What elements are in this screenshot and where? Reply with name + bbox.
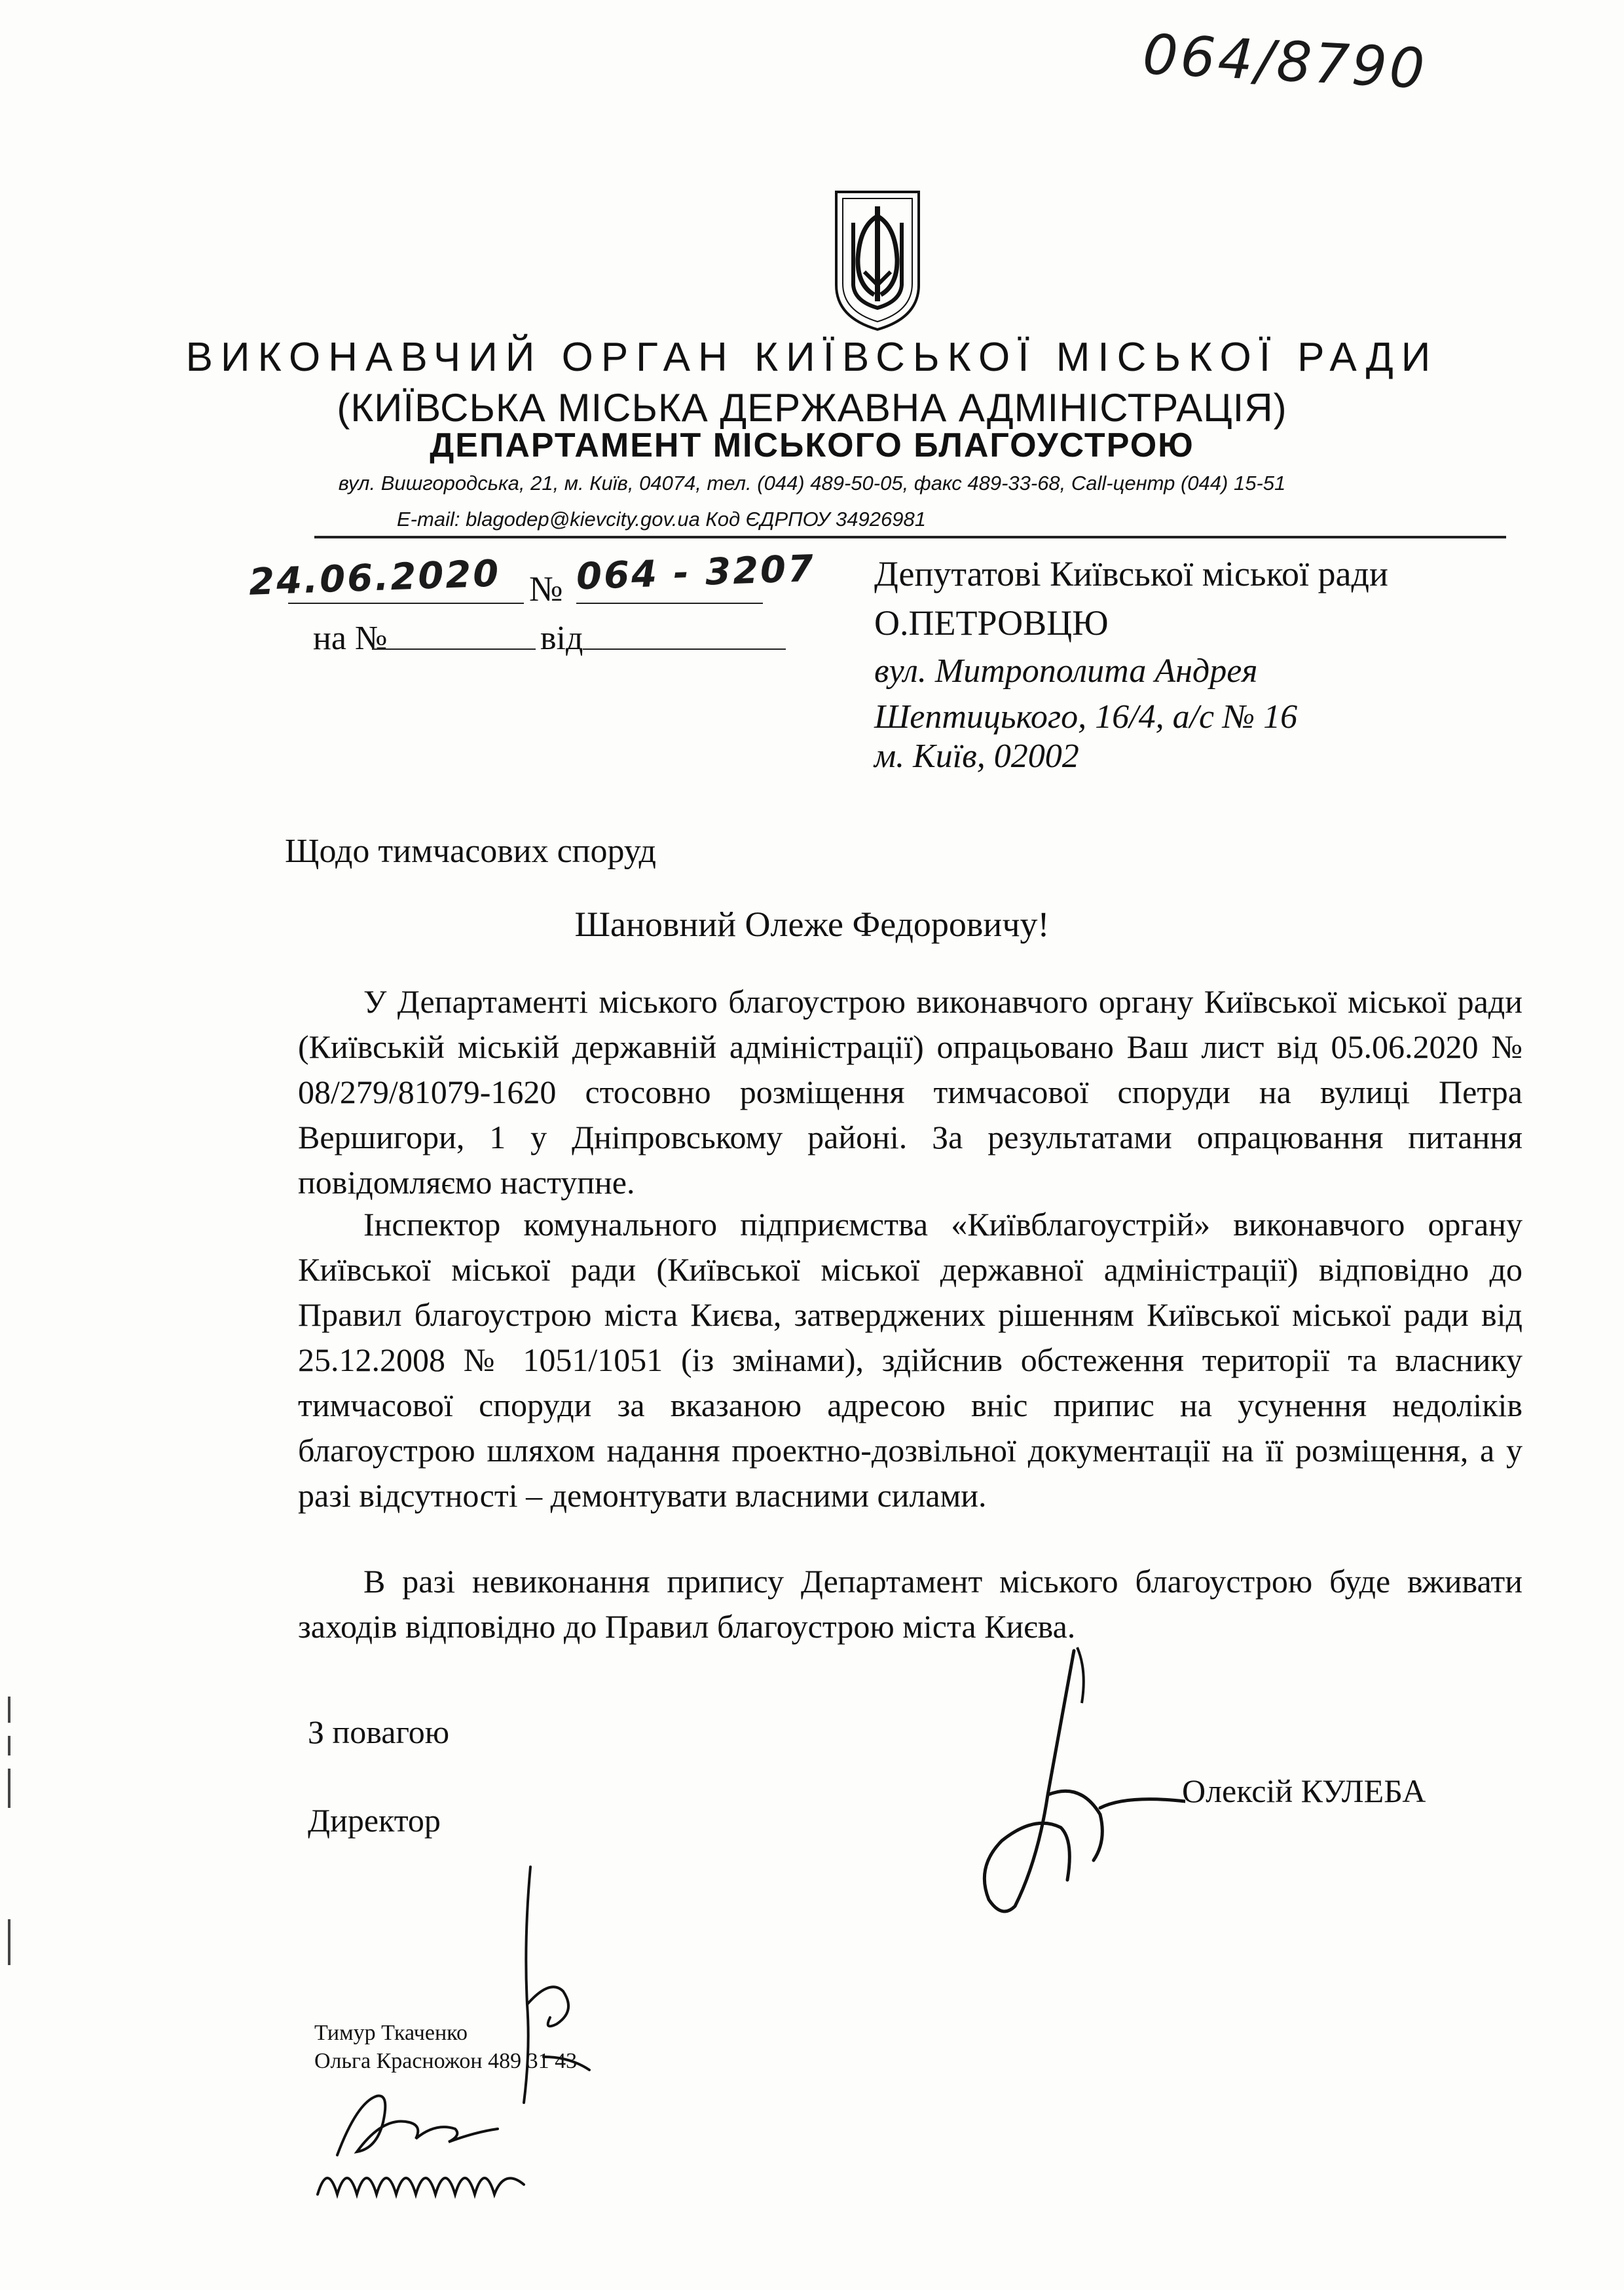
- scan-edge-mark: [8, 1919, 10, 1965]
- scan-edge-mark: [8, 1697, 10, 1723]
- closing-regards: З повагою: [308, 1714, 450, 1750]
- body-paragraph: У Департаменті міського благоустрою виконавчого органу Київської міської ради (Київській міській державній адміністрації) опрацьовано Ваш лист від 05.06.2020 № 08/279/81079-1620 стосовно розміщення тимчасової споруди на вулиці Петра Вершигори, 1 у Дніпровському районі. За результатами опрацювання питання повідомляємо наступне.: [298, 983, 1522, 1201]
- addressee-city: м. Київ, 02002: [874, 738, 1079, 775]
- date-underline: [288, 603, 524, 604]
- reply-number-underline: [372, 648, 536, 650]
- number-label: №: [529, 569, 563, 609]
- reply-date-underline: [583, 648, 786, 650]
- executor-name: Тимур Ткаченко: [314, 2021, 468, 2045]
- addressee-title: Депутатові Київської міської ради: [874, 554, 1388, 593]
- org-name: ВИКОНАВЧИЙ ОРГАН КИЇВСЬКОЇ МІСЬКОЇ РАДИ: [185, 335, 1439, 380]
- director-signature: [910, 1644, 1185, 1926]
- outgoing-date: 24.06.2020: [248, 552, 502, 604]
- org-subname: (КИЇВСЬКА МІСЬКА ДЕРЖАВНА АДМІНІСТРАЦІЯ): [337, 386, 1287, 430]
- body-paragraph: В разі невиконання припису Департамент міського благоустрою буде вживати заходів відповідно до Правил благоустрою міста Києва.: [298, 1563, 1522, 1645]
- org-email: E-mail: blagodep@kievcity.gov.ua Код ЄДРПОУ 34926981: [397, 508, 926, 531]
- coat-of-arms-icon: [828, 187, 927, 334]
- letter-subject: Щодо тимчасових споруд: [285, 833, 656, 870]
- signer-name: Олексій КУЛЕБА: [1182, 1773, 1426, 1809]
- executor-contact: Ольга Красножон 489 31 43: [314, 2049, 578, 2073]
- scan-edge-mark: [8, 1736, 10, 1755]
- executor-signature: [331, 2076, 501, 2168]
- department-name: ДЕПАРТАМЕНТ МІСЬКОГО БЛАГОУСТРОЮ: [430, 426, 1194, 464]
- header-divider: [314, 536, 1506, 538]
- registration-number: 064/8790: [1141, 22, 1429, 102]
- scan-edge-mark: [8, 1769, 10, 1808]
- outgoing-number: 064 - 3207: [575, 547, 817, 599]
- body-paragraph: Інспектор комунального підприємства «Київблагоустрій» виконавчого органу Київської міської ради (Київської міської державної адміністрації) відповідно до Правил благоустрою міста Києва, затверджених рішенням Київської міської ради від 25.12.2008 № 1051/1051 (із змінами), здійснив обстеження території та власнику тимчасової споруди за вказаною адресою вніс припис на усунення недоліків благоустрою шляхом надання проектно-дозвільної документації на її розміщення, а у разі відсутності – демонтувати власними силами.: [298, 1206, 1522, 1514]
- signer-position: Директор: [308, 1802, 441, 1839]
- letter-greeting: Шановний Олеже Федоровичу!: [574, 905, 1050, 944]
- handwritten-scribble: [314, 2155, 537, 2207]
- reply-number-label: на №: [313, 620, 388, 657]
- number-underline: [576, 603, 763, 604]
- addressee-street: вул. Митрополита Андрея: [874, 652, 1258, 690]
- reply-date-label: від: [540, 620, 583, 657]
- addressee-building: Шептицького, 16/4, а/с № 16: [874, 698, 1298, 736]
- org-address: вул. Вишгородська, 21, м. Київ, 04074, тел. (044) 489-50-05, факс 489-33-68, Call-центр (044) 15-51: [338, 472, 1286, 495]
- addressee-name: О.ПЕТРОВЦЮ: [874, 603, 1109, 643]
